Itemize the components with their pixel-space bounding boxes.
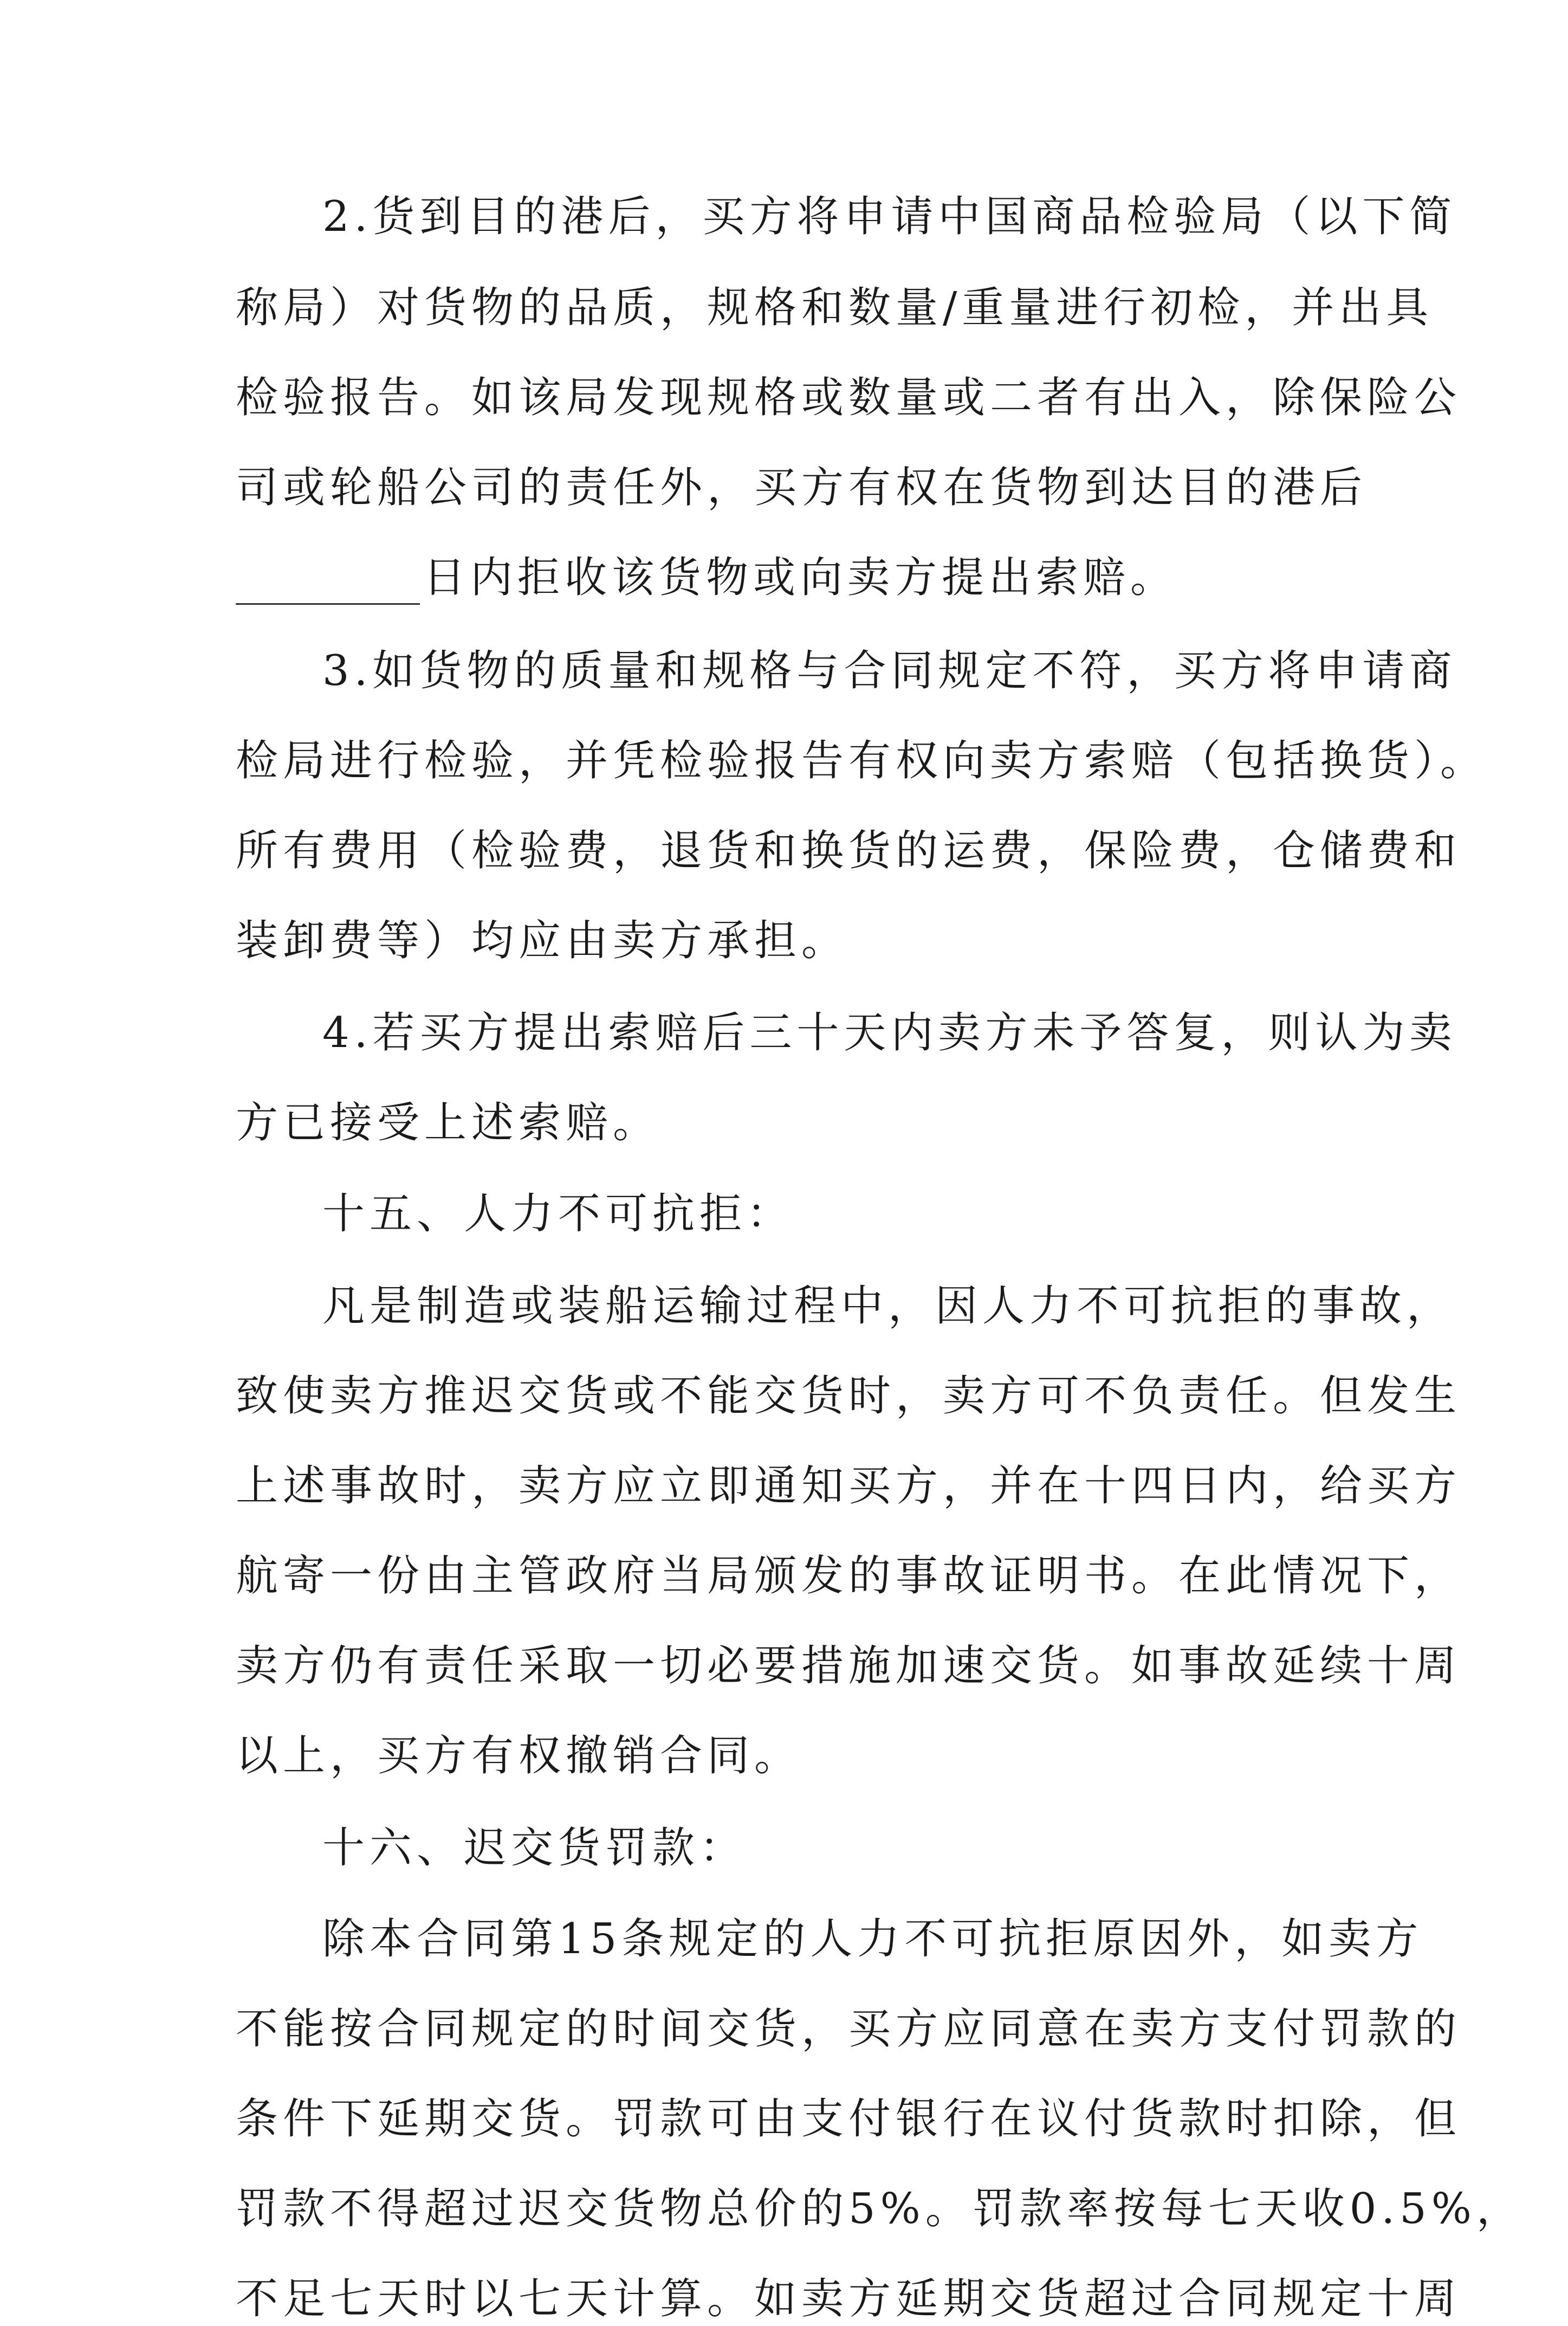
text-line: 罚款不得超过迟交货物总价的5%。罚款率按每七天收0.5%， bbox=[236, 2185, 1524, 2233]
text-line: 不足七天时以七天计算。如卖方延期交货超过合同规定十周 bbox=[236, 2275, 1462, 2323]
text-line: 2.货到目的港后，买方将申请中国商品检验局（以下简 bbox=[322, 192, 1457, 241]
text-line: 以上，买方有权撤销合同。 bbox=[236, 1731, 802, 1780]
text-line: 3.如货物的质量和规格与合同规定不符，买方将申请商 bbox=[322, 647, 1457, 695]
text-line: 司或轮船公司的责任外，买方有权在货物到达目的港后 bbox=[236, 463, 1368, 512]
text-line: 检局进行检验，并凭检验报告有权向卖方索赔（包括换货）。 bbox=[236, 736, 1488, 785]
text-line: 4.若买方提出索赔后三十天内卖方未予答复，则认为卖 bbox=[322, 1009, 1457, 1057]
text-line: 不能按合同规定的时间交货，买方应同意在卖方支付罚款的 bbox=[236, 2005, 1462, 2053]
text-line: 卖方仍有责任采取一切必要措施加速交货。如事故延续十周 bbox=[236, 1642, 1462, 1690]
text-line: 所有费用（检验费，退货和换货的运费，保险费，仓储费和 bbox=[236, 826, 1462, 875]
text-line: 凡是制造或装船运输过程中，因人力不可抗拒的事故， bbox=[322, 1282, 1454, 1330]
text-line: 条件下延期交货。罚款可由支付银行在议付货款时扣除，但 bbox=[236, 2095, 1462, 2143]
text-line: 方已接受上述索赔。 bbox=[236, 1099, 660, 1147]
text-line: 上述事故时，卖方应立即通知买方，并在十四日内，给买方 bbox=[236, 1462, 1462, 1510]
text-line: 致使卖方推迟交货或不能交货时，卖方可不负责任。但发生 bbox=[236, 1372, 1462, 1420]
fill-in-blank bbox=[236, 565, 420, 605]
text-line: 航寄一份由主管政府当局颁发的事故证明书。在此情况下， bbox=[236, 1552, 1462, 1600]
section-heading: 十六、迟交货罚款： bbox=[322, 1824, 747, 1872]
text-after-blank: 日内拒收该货物或向卖方提出索赔。 bbox=[423, 553, 1178, 602]
text-line: 除本合同第15条规定的人力不可抗拒原因外，如卖方 bbox=[322, 1915, 1423, 1963]
text-line: 检验报告。如该局发现规格或数量或二者有出入，除保险公 bbox=[236, 373, 1462, 422]
section-heading: 十五、人力不可抗拒： bbox=[322, 1190, 794, 1238]
text-line: 称局）对货物的品质，规格和数量/重量进行初检，并出具 bbox=[236, 283, 1434, 332]
text-line-with-blank bbox=[236, 551, 1177, 605]
text-line: 装卸费等）均应由卖方承担。 bbox=[236, 916, 849, 965]
